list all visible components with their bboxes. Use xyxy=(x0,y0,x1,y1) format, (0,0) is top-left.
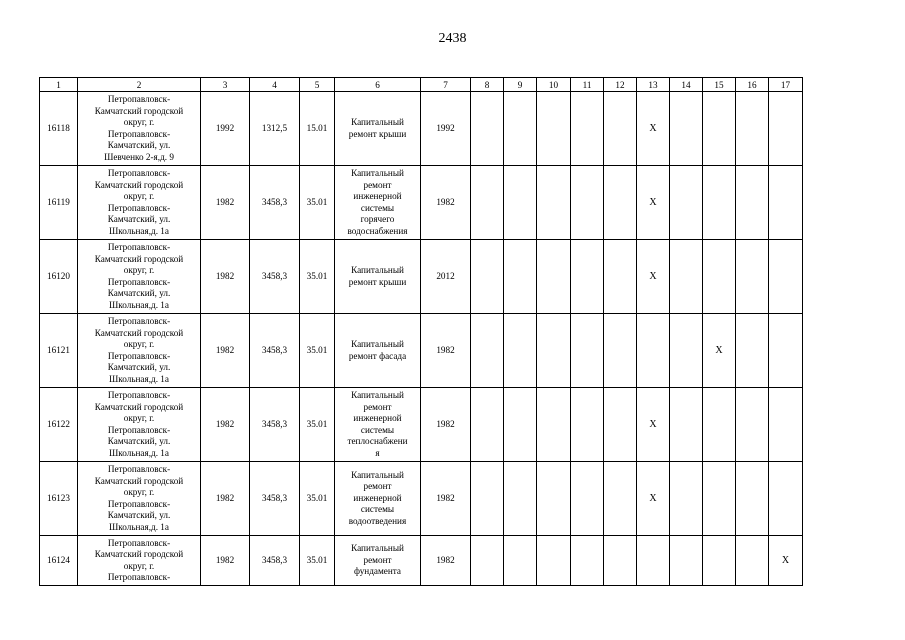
cell-col-8 xyxy=(471,92,504,166)
table-row xyxy=(40,166,803,240)
cell-col-11 xyxy=(571,388,604,462)
table-row xyxy=(40,314,803,388)
cell-col-11 xyxy=(571,314,604,388)
cell-col-10 xyxy=(537,462,571,536)
cell-col-16 xyxy=(736,92,769,166)
cell-year-built: 1992 xyxy=(201,92,250,166)
cell-col-8 xyxy=(471,314,504,388)
table-row xyxy=(40,240,803,314)
cell-area: 3458,3 xyxy=(250,536,300,586)
cell-col-11 xyxy=(571,536,604,586)
cell-code: 35.01 xyxy=(300,388,335,462)
column-header-12: 12 xyxy=(604,78,637,92)
cell-col-14 xyxy=(670,536,703,586)
cell-col-9 xyxy=(504,314,537,388)
cell-col-10 xyxy=(537,92,571,166)
column-header-16: 16 xyxy=(736,78,769,92)
cell-year-built: 1982 xyxy=(201,462,250,536)
column-header-13: 13 xyxy=(637,78,670,92)
table-row xyxy=(40,92,803,166)
column-header-1: 1 xyxy=(40,78,78,92)
cell-code: 35.01 xyxy=(300,240,335,314)
cell-col-11 xyxy=(571,462,604,536)
cell-area: 3458,3 xyxy=(250,388,300,462)
cell-address: Петропавловск- Камчатский городской округ, г. Петропавловск- Камчатский, ул. Школьная,д. 1а xyxy=(78,314,201,388)
column-number-row xyxy=(40,78,803,92)
cell-col-16 xyxy=(736,462,769,536)
column-header-7: 7 xyxy=(421,78,471,92)
cell-work-type: Капитальный ремонт инженерной системы горячего водоснабжения xyxy=(335,166,421,240)
cell-col-10 xyxy=(537,240,571,314)
cell-col-15 xyxy=(703,240,736,314)
cell-col-15 xyxy=(703,92,736,166)
cell-col-10 xyxy=(537,314,571,388)
cell-col-12 xyxy=(604,462,637,536)
cell-work-type: Капитальный ремонт фасада xyxy=(335,314,421,388)
cell-year-built: 1982 xyxy=(201,240,250,314)
cell-col-17 xyxy=(769,92,803,166)
cell-col-17 xyxy=(769,388,803,462)
cell-col-12 xyxy=(604,314,637,388)
cell-id: 16119 xyxy=(40,166,78,240)
column-header-8: 8 xyxy=(471,78,504,92)
cell-code: 35.01 xyxy=(300,462,335,536)
column-header-3: 3 xyxy=(201,78,250,92)
cell-area: 1312,5 xyxy=(250,92,300,166)
cell-col-10 xyxy=(537,166,571,240)
cell-id: 16124 xyxy=(40,536,78,586)
cell-col-17 xyxy=(769,314,803,388)
cell-code: 35.01 xyxy=(300,314,335,388)
cell-work-type: Капитальный ремонт крыши xyxy=(335,92,421,166)
cell-mark-x: X xyxy=(637,462,670,536)
column-header-2: 2 xyxy=(78,78,201,92)
cell-col-8 xyxy=(471,462,504,536)
cell-code: 35.01 xyxy=(300,166,335,240)
cell-col-15 xyxy=(703,166,736,240)
cell-year: 2012 xyxy=(421,240,471,314)
cell-col-14 xyxy=(670,314,703,388)
cell-col-15 xyxy=(703,388,736,462)
cell-col-8 xyxy=(471,388,504,462)
cell-mark-x: X xyxy=(769,536,803,586)
cell-area: 3458,3 xyxy=(250,166,300,240)
cell-col-9 xyxy=(504,240,537,314)
cell-col-16 xyxy=(736,314,769,388)
cell-mark-x: X xyxy=(637,388,670,462)
cell-col-9 xyxy=(504,536,537,586)
cell-year: 1982 xyxy=(421,166,471,240)
table-row xyxy=(40,462,803,536)
cell-col-12 xyxy=(604,388,637,462)
cell-year-built: 1982 xyxy=(201,314,250,388)
cell-col-17 xyxy=(769,166,803,240)
cell-id: 16118 xyxy=(40,92,78,166)
cell-work-type: Капитальный ремонт инженерной системы теплоснабжени я xyxy=(335,388,421,462)
cell-code: 35.01 xyxy=(300,536,335,586)
cell-mark-x: X xyxy=(703,314,736,388)
cell-code: 15.01 xyxy=(300,92,335,166)
cell-mark-x: X xyxy=(637,240,670,314)
cell-col-8 xyxy=(471,536,504,586)
cell-year: 1982 xyxy=(421,536,471,586)
cell-col-12 xyxy=(604,92,637,166)
cell-work-type: Капитальный ремонт крыши xyxy=(335,240,421,314)
column-header-17: 17 xyxy=(769,78,803,92)
page-number: 2438 xyxy=(438,31,467,46)
registry-table xyxy=(39,77,803,586)
cell-col-10 xyxy=(537,536,571,586)
cell-col-16 xyxy=(736,388,769,462)
cell-col-16 xyxy=(736,240,769,314)
cell-col-8 xyxy=(471,166,504,240)
cell-col-14 xyxy=(670,166,703,240)
cell-year-built: 1982 xyxy=(201,388,250,462)
cell-id: 16123 xyxy=(40,462,78,536)
cell-id: 16121 xyxy=(40,314,78,388)
cell-col-10 xyxy=(537,388,571,462)
cell-year-built: 1982 xyxy=(201,166,250,240)
cell-col-9 xyxy=(504,166,537,240)
cell-year: 1992 xyxy=(421,92,471,166)
cell-address: Петропавловск- Камчатский городской округ, г. Петропавловск- Камчатский, ул. Школьная,д. 1а xyxy=(78,240,201,314)
cell-area: 3458,3 xyxy=(250,240,300,314)
column-header-9: 9 xyxy=(504,78,537,92)
cell-work-type: Капитальный ремонт инженерной системы водоотведения xyxy=(335,462,421,536)
cell-address: Петропавловск- Камчатский городской округ, г. Петропавловск- Камчатский, ул. Шевченко 2-я,д. 9 xyxy=(78,92,201,166)
cell-col-9 xyxy=(504,462,537,536)
cell-year-built: 1982 xyxy=(201,536,250,586)
cell-id: 16120 xyxy=(40,240,78,314)
cell-address: Петропавловск- Камчатский городской округ, г. Петропавловск- Камчатский, ул. Школьная,д. 1а xyxy=(78,166,201,240)
cell-address: Петропавловск- Камчатский городской округ, г. Петропавловск- Камчатский, ул. Школьная,д. 1а xyxy=(78,388,201,462)
cell-col-12 xyxy=(604,240,637,314)
cell-area: 3458,3 xyxy=(250,462,300,536)
cell-year: 1982 xyxy=(421,462,471,536)
cell-col-14 xyxy=(670,462,703,536)
cell-area: 3458,3 xyxy=(250,314,300,388)
cell-col-17 xyxy=(769,462,803,536)
cell-mark-x: X xyxy=(637,166,670,240)
table-body xyxy=(40,92,803,586)
cell-col-14 xyxy=(670,388,703,462)
cell-address: Петропавловск- Камчатский городской округ, г. Петропавловск- Камчатский, ул. Школьная,д. 1а xyxy=(78,462,201,536)
cell-col-11 xyxy=(571,240,604,314)
cell-year: 1982 xyxy=(421,314,471,388)
cell-address: Петропавловск- Камчатский городской округ, г. Петропавловск- xyxy=(78,536,201,586)
cell-col-15 xyxy=(703,536,736,586)
cell-col-16 xyxy=(736,166,769,240)
column-header-15: 15 xyxy=(703,78,736,92)
cell-year: 1982 xyxy=(421,388,471,462)
cell-col-9 xyxy=(504,92,537,166)
column-header-14: 14 xyxy=(670,78,703,92)
column-header-10: 10 xyxy=(537,78,571,92)
cell-col-13 xyxy=(637,536,670,586)
table-row xyxy=(40,536,803,586)
column-header-4: 4 xyxy=(250,78,300,92)
cell-col-12 xyxy=(604,166,637,240)
column-header-6: 6 xyxy=(335,78,421,92)
cell-col-14 xyxy=(670,92,703,166)
cell-col-14 xyxy=(670,240,703,314)
cell-id: 16122 xyxy=(40,388,78,462)
table-row xyxy=(40,388,803,462)
cell-mark-x: X xyxy=(637,92,670,166)
cell-col-8 xyxy=(471,240,504,314)
cell-col-11 xyxy=(571,166,604,240)
cell-col-11 xyxy=(571,92,604,166)
cell-col-15 xyxy=(703,462,736,536)
cell-col-16 xyxy=(736,536,769,586)
cell-col-13 xyxy=(637,314,670,388)
column-header-11: 11 xyxy=(571,78,604,92)
cell-col-12 xyxy=(604,536,637,586)
cell-work-type: Капитальный ремонт фундамента xyxy=(335,536,421,586)
cell-col-17 xyxy=(769,240,803,314)
cell-col-9 xyxy=(504,388,537,462)
column-header-5: 5 xyxy=(300,78,335,92)
